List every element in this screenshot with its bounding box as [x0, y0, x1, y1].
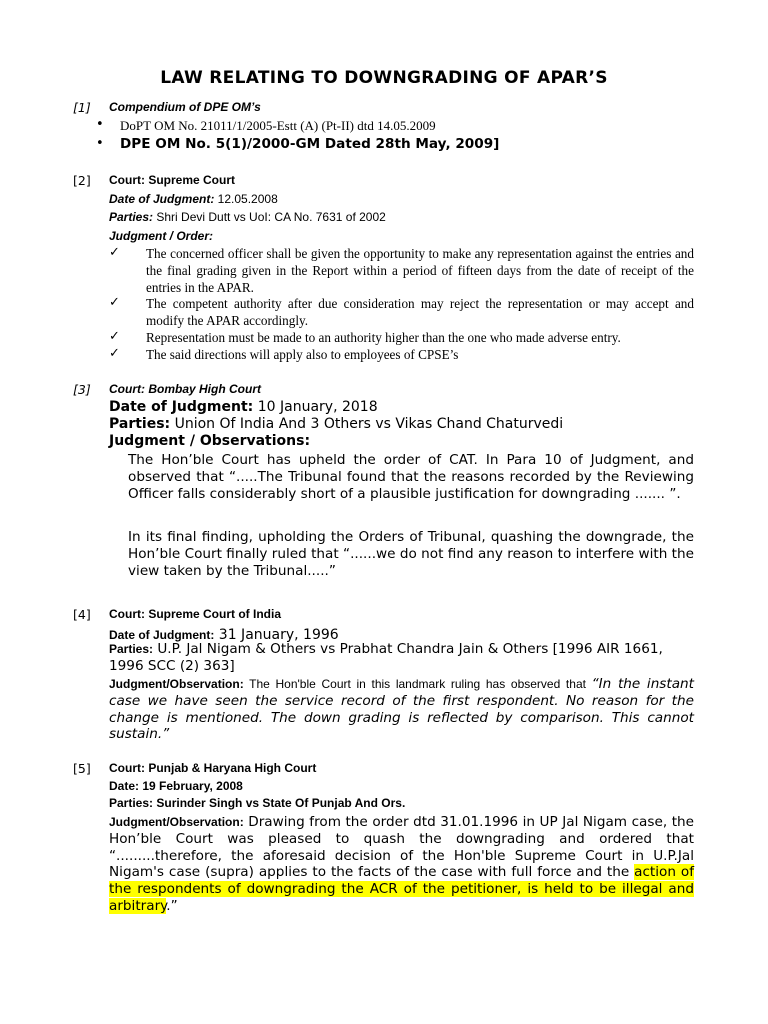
observation-paragraph: Judgment/Observation: The Hon'ble Court in this landmark ruling has observed that “In the instant case we have seen the service record of the first respondent. No reason for the change is mentioned. The down grading is reflected by comparison. This cannot sustain.”: [109, 676, 694, 743]
checkmark-icon: ✓: [109, 329, 120, 344]
order-item: The said directions will apply also to employees of CPSE’s: [146, 347, 459, 362]
observations-label: Judgment / Observations:: [109, 433, 311, 449]
observation-paragraph: In its final finding, upholding the Orders of Tribunal, quashing the downgrade, the Hon’ble Court finally ruled that “......we do not find any reason to interfere with the view taken by the Tribunal.....”: [128, 529, 694, 579]
court-label: Court: Supreme Court of India: [109, 607, 281, 621]
court-label: Court: Bombay High Court: [109, 382, 261, 396]
judgment-date: Date of Judgment: 12.05.2008: [109, 192, 278, 206]
observation-paragraph: The Hon’ble Court has upheld the order of CAT. In Para 10 of Judgment, and observed that “.....The Tribunal found that the reasons recorded by the Reviewing Officer falls considerably short of a plausible justification for downgrading ....... ”.: [128, 452, 694, 502]
order-item: The competent authority after due consideration may reject the representation or may accept and modify the APAR accordingly.: [146, 296, 694, 328]
parties: Parties: Surinder Singh vs State Of Punjab And Ors.: [109, 796, 406, 810]
bullet-icon: •: [96, 136, 104, 151]
document-title: LAW RELATING TO DOWNGRADING OF APAR’S: [160, 68, 608, 88]
court-label: Court: Punjab & Haryana High Court: [109, 761, 317, 775]
section-number: [3]: [73, 382, 91, 397]
order-item: Representation must be made to an authority higher than the one who made adverse entry.: [146, 330, 621, 345]
bullet-item: DPE OM No. 5(1)/2000-GM Dated 28th May, 2009]: [120, 136, 500, 152]
section-heading: Compendium of DPE OM’s: [109, 100, 261, 114]
checkmark-icon: ✓: [109, 346, 120, 361]
order-label: Judgment / Order:: [109, 229, 214, 243]
judgment-date: Date: 19 February, 2008: [109, 779, 243, 793]
section-number: [4]: [73, 607, 91, 622]
highlighted-text: action of the respondents of downgrading the ACR of the petitioner, is held to be illegal and arbitrary: [109, 864, 694, 914]
parties: Parties: U.P. Jal Nigam & Others vs Prabhat Chandra Jain & Others [1996 AIR 1661, 1996 SCC (2) 363]: [109, 641, 663, 674]
parties: Parties: Shri Devi Dutt vs UoI: CA No. 7631 of 2002: [109, 210, 386, 224]
bullet-icon: •: [96, 117, 104, 132]
section-number: [5]: [73, 761, 91, 776]
checkmark-icon: ✓: [109, 295, 120, 310]
section-number: [2]: [73, 173, 91, 188]
order-item: The concerned officer shall be given the opportunity to make any representation against the entries and the final grading given in the Report within a period of fifteen days from the date of receipt of the entries in the APAR.: [146, 246, 694, 295]
judgment-date: Date of Judgment: 10 January, 2018: [109, 399, 378, 415]
bullet-item: DoPT OM No. 21011/1/2005-Estt (A) (Pt-II) dtd 14.05.2009: [120, 118, 436, 133]
judgment-date: Date of Judgment: 31 January, 1996: [109, 627, 339, 643]
checkmark-icon: ✓: [109, 245, 120, 260]
court-label: Court: Supreme Court: [109, 173, 235, 187]
parties: Parties: Union Of India And 3 Others vs Vikas Chand Chaturvedi: [109, 416, 564, 432]
section-number: [1]: [73, 100, 91, 115]
observation-paragraph: Judgment/Observation: Drawing from the order dtd 31.01.1996 in UP Jal Nigam case, the Hon’ble Court was pleased to quash the downgrading and ordered that “.........therefore, the aforesaid decision of the Hon'ble Supreme Court in U.P.Jal Nigam's case (supra) applies to the facts of the case with full force and the action of the respondents of downgrading the ACR of the petitioner, is held to be illegal and arbitrary.”: [109, 814, 694, 914]
